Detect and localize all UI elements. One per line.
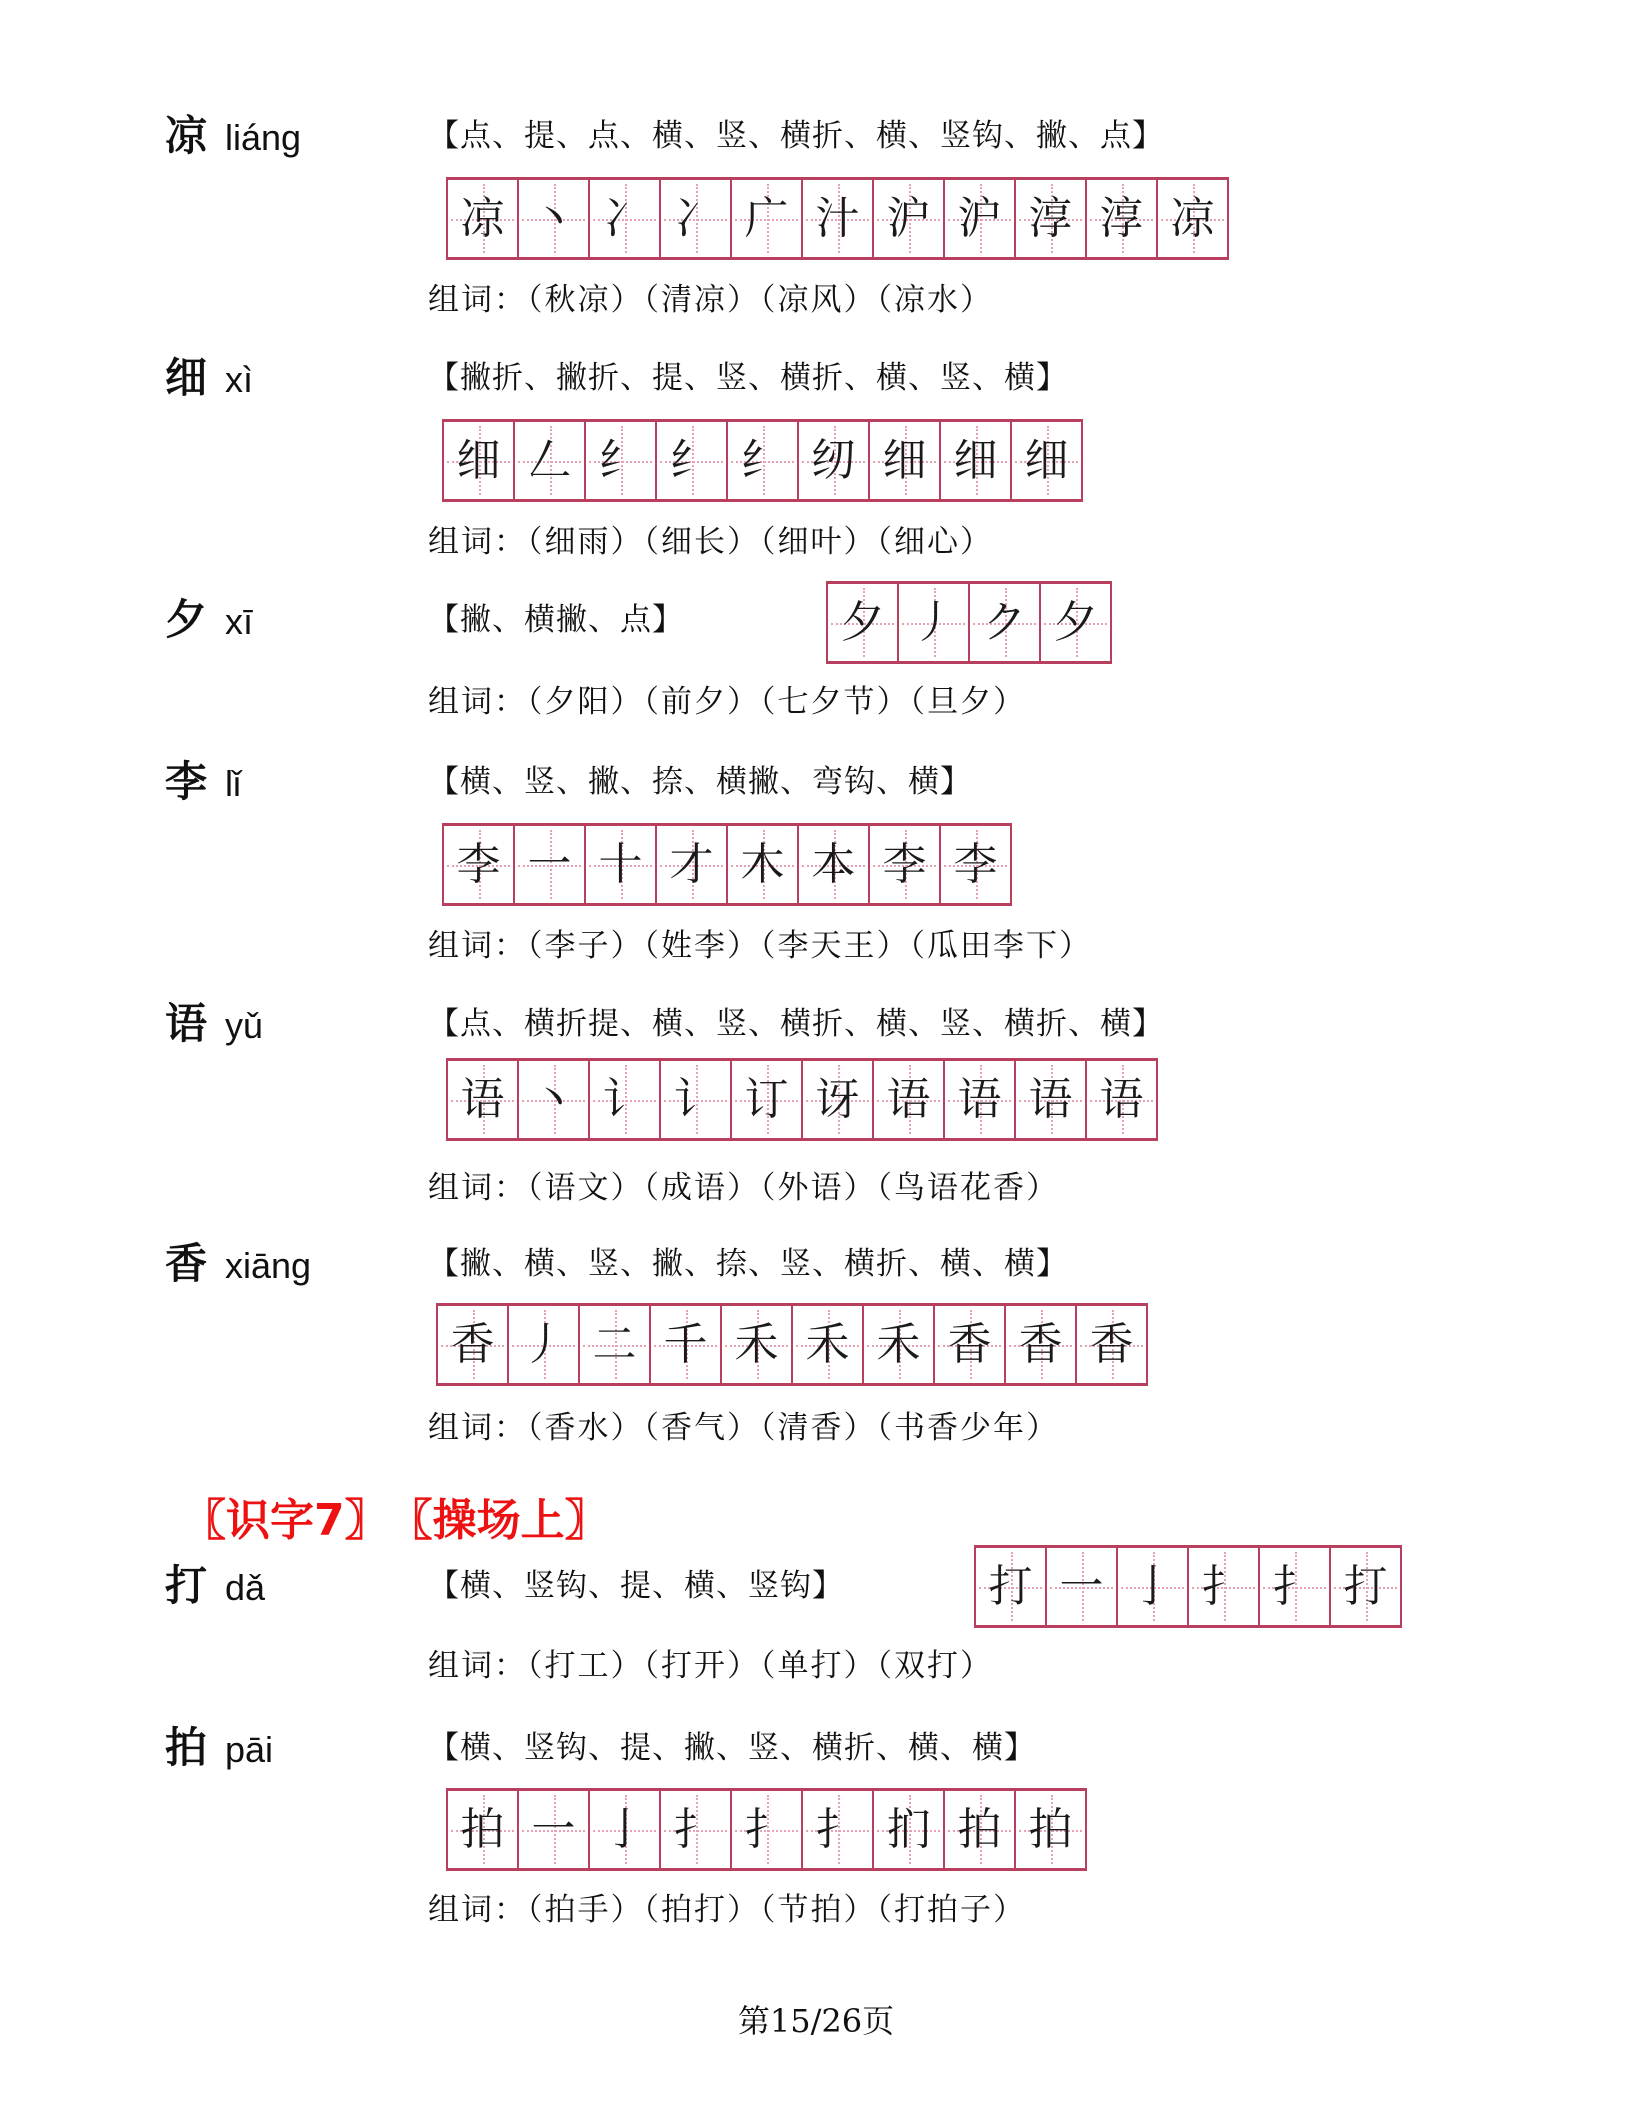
grid-cell: 一 (515, 826, 586, 903)
words-label: 组词： (428, 524, 527, 560)
grid-cell: 打 (1331, 1548, 1402, 1625)
words: （香水）（香气）（清香）（书香少年） (527, 1410, 1059, 1446)
grid-cell: 扪 (874, 1791, 945, 1868)
pinyin: xì (225, 359, 254, 400)
grid-cell: 禾 (864, 1306, 935, 1383)
grid-cell: 一 (519, 1791, 590, 1868)
grid-cell: 木 (728, 826, 799, 903)
page-number: 第15/26页 (737, 2002, 895, 2040)
word-list (428, 1408, 1059, 1448)
grid-cell: 十 (586, 826, 657, 903)
stroke-list: 【点、提、点、横、竖、横折、横、竖钩、撇、点】 (428, 118, 1164, 154)
pinyin: xiāng (225, 1245, 312, 1286)
grid-cell: 纟 (657, 422, 728, 499)
grid-cell: 𠃋 (515, 422, 586, 499)
entry-heading (165, 1238, 311, 1292)
grid-cell: 纟 (586, 422, 657, 499)
grid-cell: 扌 (661, 1791, 732, 1868)
grid-cell: 凉 (448, 180, 519, 257)
grid-cell: 细 (1012, 422, 1083, 499)
word-list (428, 1168, 1059, 1208)
grid-cell: 夕 (828, 584, 899, 661)
grid-cell: 冫 (661, 180, 732, 257)
stroke-list: 【撇折、撇折、提、竖、横折、横、竖、横】 (428, 360, 1068, 396)
grid-cell: 细 (444, 422, 515, 499)
stroke-order-grid (974, 1545, 1402, 1628)
grid-cell: 订 (732, 1061, 803, 1138)
grid-cell: 香 (438, 1306, 509, 1383)
grid-cell: 凉 (1158, 180, 1229, 257)
grid-cell: 汁 (803, 180, 874, 257)
grid-cell: 李 (444, 826, 515, 903)
headword: 夕 (165, 595, 208, 644)
grid-cell: 亅 (590, 1791, 661, 1868)
headword: 拍 (165, 1723, 208, 1772)
grid-cell: 禾 (722, 1306, 793, 1383)
stroke-order-grid (826, 581, 1112, 664)
words-label: 组词： (428, 684, 527, 720)
grid-cell: 亅 (1118, 1548, 1189, 1625)
words-label: 组词： (428, 1648, 527, 1684)
grid-cell: 香 (935, 1306, 1006, 1383)
grid-cell: 语 (945, 1061, 1016, 1138)
pinyin: xī (225, 601, 254, 642)
grid-cell: 扌 (803, 1791, 874, 1868)
words: （夕阳）（前夕）（七夕节）（旦夕） (527, 684, 1026, 720)
headword: 语 (165, 999, 208, 1048)
grid-cell: 扌 (1260, 1548, 1331, 1625)
word-list (428, 280, 993, 320)
pinyin: yǔ (225, 1005, 264, 1046)
grid-cell: 语 (1087, 1061, 1158, 1138)
grid-cell: 纟 (728, 422, 799, 499)
grid-cell: 香 (1077, 1306, 1148, 1383)
words-label: 组词： (428, 1410, 527, 1446)
entry-heading (165, 594, 253, 648)
grid-cell: 淳 (1016, 180, 1087, 257)
grid-cell: 才 (657, 826, 728, 903)
pinyin: liáng (225, 117, 302, 158)
grid-cell: 语 (874, 1061, 945, 1138)
grid-cell: 丿 (899, 584, 970, 661)
pinyin: dǎ (225, 1567, 266, 1608)
grid-cell: 一 (1047, 1548, 1118, 1625)
stroke-order-grid (446, 1058, 1158, 1141)
words: （细雨）（细长）（细叶）（细心） (527, 524, 993, 560)
stroke-list: 【横、竖钩、提、横、竖钩】 (428, 1568, 844, 1604)
words: （拍手）（拍打）（节拍）（打拍子） (527, 1892, 1026, 1928)
word-list (428, 682, 1026, 722)
entry-heading (165, 756, 241, 810)
stroke-order-grid (436, 1303, 1148, 1386)
grid-cell: 沪 (945, 180, 1016, 257)
word-list (428, 926, 1092, 966)
word-list (428, 522, 993, 562)
grid-cell: 香 (1006, 1306, 1077, 1383)
grid-cell: 语 (448, 1061, 519, 1138)
headword: 凉 (165, 111, 208, 160)
words: （李子）（姓李）（李天王）（瓜田李下） (527, 928, 1092, 964)
grid-cell: 讶 (803, 1061, 874, 1138)
lesson-heading (182, 1484, 609, 1548)
pinyin: lǐ (225, 763, 242, 804)
grid-cell: 丿 (509, 1306, 580, 1383)
grid-cell: 二 (580, 1306, 651, 1383)
grid-cell: 打 (976, 1548, 1047, 1625)
grid-cell: 本 (799, 826, 870, 903)
word-list (428, 1646, 993, 1686)
words: （语文）（成语）（外语）（鸟语花香） (527, 1170, 1059, 1206)
grid-cell: 淳 (1087, 180, 1158, 257)
grid-cell: 沪 (874, 180, 945, 257)
words-label: 组词： (428, 1892, 527, 1928)
grid-cell: 千 (651, 1306, 722, 1383)
entry-heading (165, 1722, 273, 1776)
grid-cell: 讠 (661, 1061, 732, 1138)
stroke-list: 【撇、横撇、点】 (428, 602, 684, 638)
grid-cell: 夕 (1041, 584, 1112, 661)
stroke-order-grid (446, 1788, 1087, 1871)
stroke-order-grid (446, 177, 1229, 260)
words-label: 组词： (428, 1170, 527, 1206)
grid-cell: 冫 (590, 180, 661, 257)
grid-cell: 讠 (590, 1061, 661, 1138)
pinyin: pāi (225, 1729, 274, 1770)
headword: 细 (165, 353, 208, 402)
stroke-list: 【点、横折提、横、竖、横折、横、竖、横折、横】 (428, 1006, 1164, 1042)
grid-cell: 语 (1016, 1061, 1087, 1138)
grid-cell: 广 (732, 180, 803, 257)
grid-cell: 细 (941, 422, 1012, 499)
grid-cell: 扌 (732, 1791, 803, 1868)
grid-cell: 拍 (448, 1791, 519, 1868)
grid-cell: 李 (870, 826, 941, 903)
grid-cell: 纫 (799, 422, 870, 499)
grid-cell: 李 (941, 826, 1012, 903)
entry-heading (165, 998, 263, 1052)
headword: 香 (165, 1239, 208, 1288)
stroke-list: 【横、竖钩、提、撇、竖、横折、横、横】 (428, 1730, 1036, 1766)
grid-cell: 拍 (945, 1791, 1016, 1868)
stroke-list: 【撇、横、竖、撇、捺、竖、横折、横、横】 (428, 1246, 1068, 1282)
lesson-title: 〖操场上〗 (410, 1495, 609, 1546)
grid-cell: 拍 (1016, 1791, 1087, 1868)
grid-cell: ク (970, 584, 1041, 661)
words-label: 组词： (428, 282, 527, 318)
lesson-number: 〖识字7〗 (182, 1495, 389, 1546)
stroke-order-grid (442, 823, 1012, 906)
entry-heading (165, 110, 301, 164)
grid-cell: 细 (870, 422, 941, 499)
words: （秋凉）（清凉）（凉风）（凉水） (527, 282, 993, 318)
grid-cell: 扌 (1189, 1548, 1260, 1625)
word-list (428, 1890, 1026, 1930)
entry-heading (165, 1560, 265, 1614)
stroke-order-grid (442, 419, 1083, 502)
grid-cell: 禾 (793, 1306, 864, 1383)
grid-cell: 丶 (519, 180, 590, 257)
words: （打工）（打开）（单打）（双打） (527, 1648, 993, 1684)
stroke-list: 【横、竖、撇、捺、横撇、弯钩、横】 (428, 764, 972, 800)
entry-heading (165, 352, 253, 406)
grid-cell: 丶 (519, 1061, 590, 1138)
headword: 李 (165, 757, 208, 806)
words-label: 组词： (428, 928, 527, 964)
headword: 打 (165, 1561, 208, 1610)
